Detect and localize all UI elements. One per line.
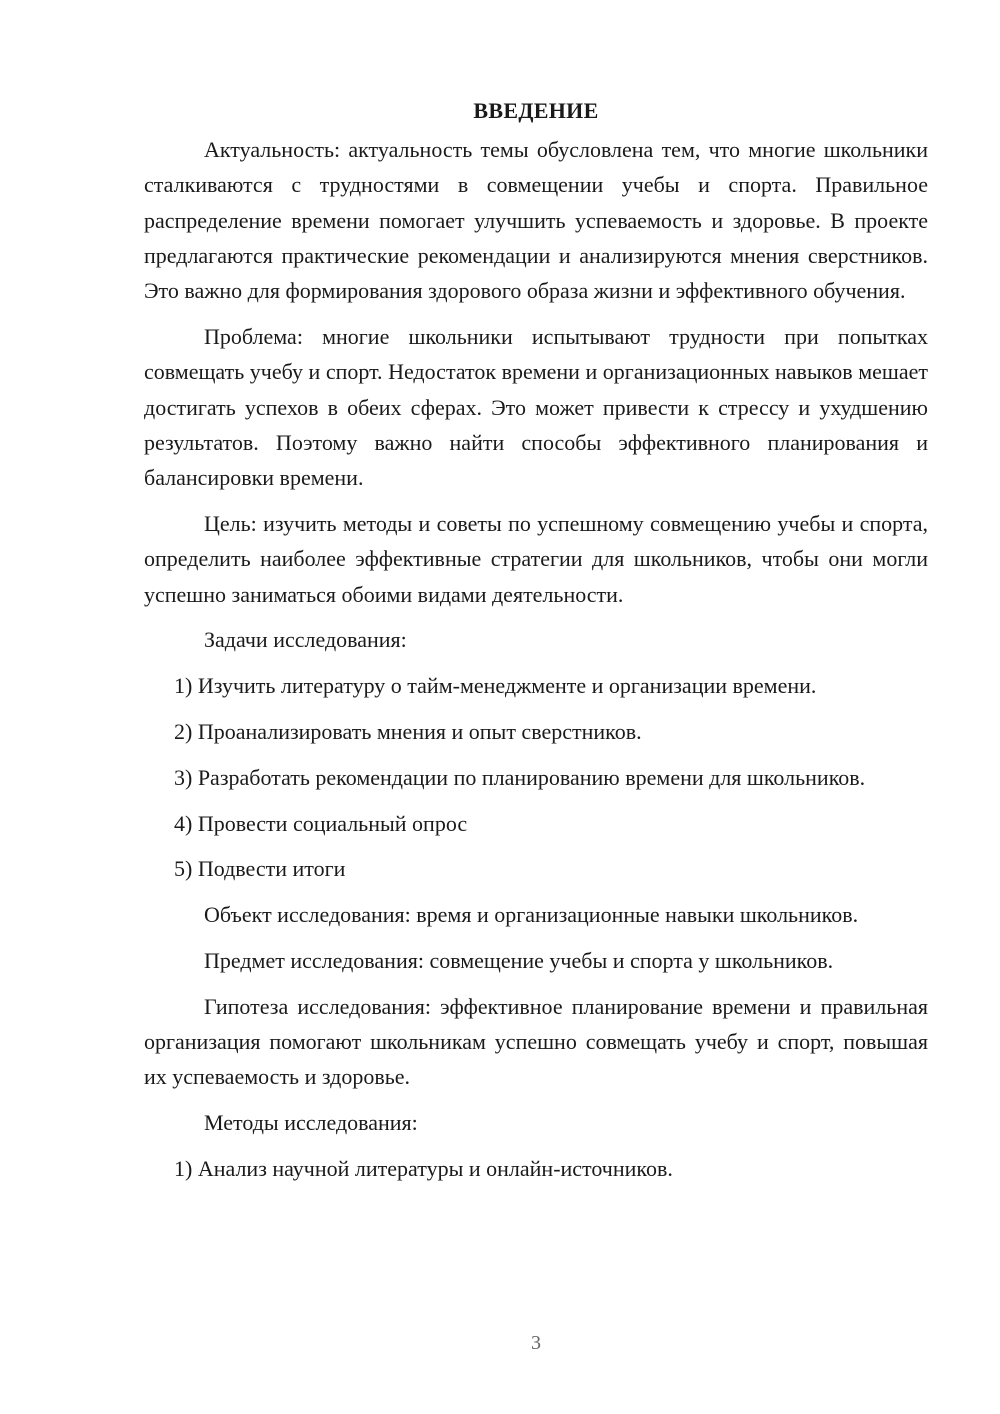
document-page bbox=[144, 96, 928, 1197]
task-item: 3) Разработать рекомендации по планированию времени для школьников. bbox=[174, 764, 866, 790]
relevance-paragraph: Актуальность: актуальность темы обусловлена тем, что многие школьники сталкиваются с трудностями в совмещении учебы и спорта. Правильное распределение времени помогает улучшить успеваемость и здоровье. В проекте предлагаются практические рекомендации и анализируются мнения сверстников. Это важно для формирования здорового образа жизни и эффективного обучения. bbox=[144, 137, 928, 304]
task-item: 5) Подвести итоги bbox=[174, 856, 346, 882]
tasks-heading: Задачи исследования: bbox=[204, 627, 407, 653]
subject-paragraph: Предмет исследования: совмещение учебы и спорта у школьников. bbox=[204, 947, 834, 973]
problem-paragraph: Проблема: многие школьники испытывают трудности при попытках совмещать учебу и спорт. Недостаток времени и организационных навыков мешает достигать успехов в обеих сферах. Это может привести к стрессу и ухудшению результатов. Поэтому важно найти способы эффективного планирования и балансировки времени. bbox=[144, 323, 928, 491]
task-item: 4) Провести социальный опрос bbox=[174, 810, 468, 836]
object-paragraph: Объект исследования: время и организационные навыки школьников. bbox=[204, 902, 859, 928]
page-number: 3 bbox=[531, 1332, 541, 1354]
section-title: ВВЕДЕНИЕ bbox=[473, 98, 599, 123]
task-item: 1) Изучить литературу о тайм-менеджменте и организации времени. bbox=[174, 673, 817, 699]
task-item: 2) Проанализировать мнения и опыт сверстников. bbox=[174, 718, 642, 744]
method-item: 1) Анализ научной литературы и онлайн-источников. bbox=[174, 1155, 673, 1181]
methods-heading: Методы исследования: bbox=[204, 1110, 418, 1136]
goal-paragraph: Цель: изучить методы и советы по успешному совмещению учебы и спорта, определить наиболее эффективные стратегии для школьников, чтобы они могли успешно заниматься обоими видами деятельности. bbox=[144, 510, 928, 607]
hypothesis-paragraph: Гипотеза исследования: эффективное планирование времени и правильная организация помогают школьникам успешно совмещать учебу и спорт, повышая их успеваемость и здоровье. bbox=[144, 993, 928, 1090]
